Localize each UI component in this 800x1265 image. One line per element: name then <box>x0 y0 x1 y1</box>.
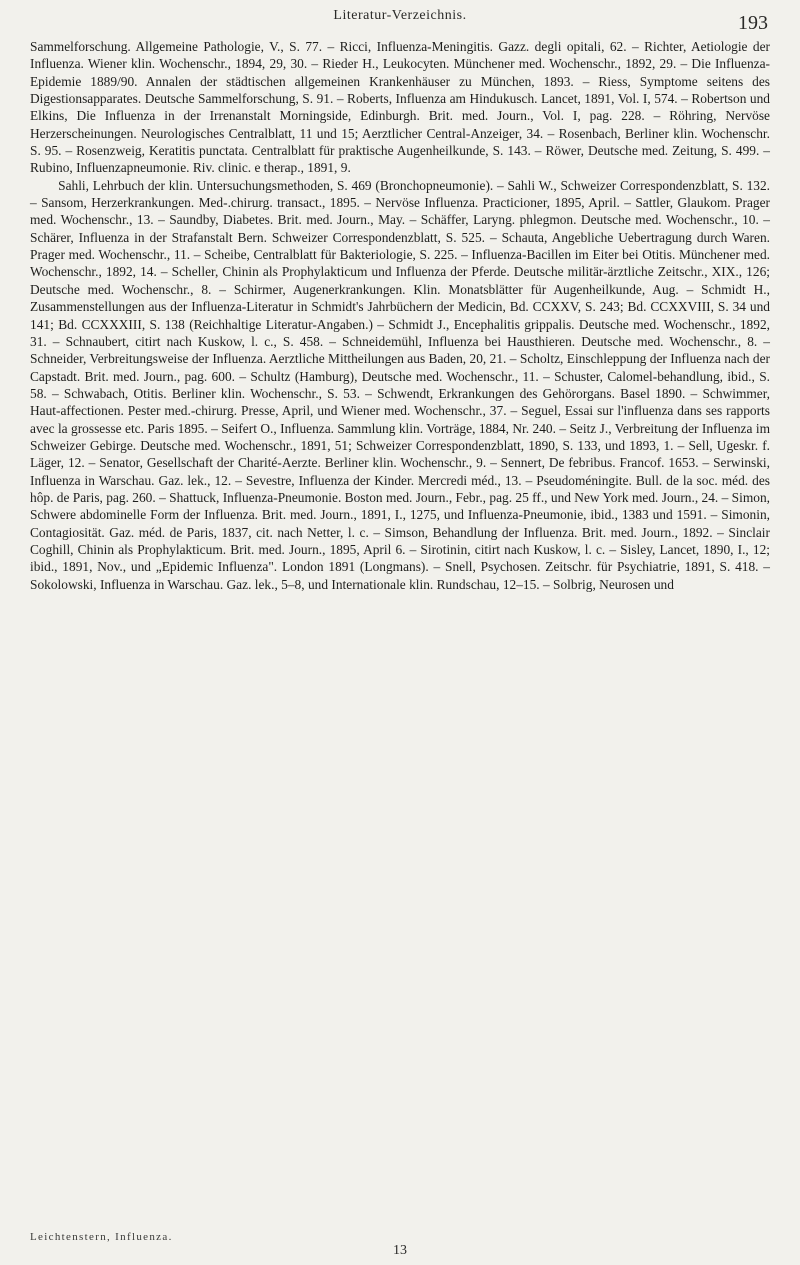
page-number: 193 <box>738 12 768 34</box>
bibliography-paragraph: Sahli, Lehrbuch der klin. Untersuchungsmethoden, S. 469 (Bronchopneumonie). – Sahli W., Schweizer Correspondenzblatt, S. 132. – Sansom, Herzerkrankungen. Med-.chirurg. transact., 1895. – Nervöse Influenza. Practicioner, 1895, April. – Sattler, Glaukom. Prager med. Wochenschr., 13. – Saundby, Diabetes. Brit. med. Journ., May. – Schäffer, Laryng. phlegmon. Deutsche med. Wochenschr., 10. – Schärer, Influenza in der Strafanstalt Bern. Schweizer Correspondenzblatt, S. 525. – Schauta, Angebliche Uebertragung durch Waren. Prager med. Wochenschr., 11. – Scheibe, Centralblatt für Bakteriologie, S. 225. – Influenza-Bacillen im Eiter bei Otitis. Münchener med. Wochenschr., 1892, 14. – Scheller, Chinin als Prophylakticum und Influenza der Pferde. Deutsche militär-ärztliche Zeitschr., XIX., 126; Deutsche med. Wochenschr., 8. – Schirmer, Augenerkrankungen. Klin. Monatsblätter für Augenheilkunde, Aug. – Schmidt H., Zusammenstellungen aus der Influenza-Literatur in Schmidt's Jahrbüchern der Medicin, Bd. CCXXV, S. 243; Bd. CCXXVIII, S. 34 und 141; Bd. CCXXXIII, S. 138 (Reichhaltige Literatur-Angaben.) – Schmidt J., Encephalitis grippalis. Deutsche med. Wochenschr., 1892, 31. – Schnaubert, citirt nach Kuskow, l. c., S. 458. – Schneidemühl, Influenza bei Hausthieren. Deutsche med. Wochenschr., 8. – Schneider, Verbreitungsweise der Influenza. Aerztliche Mittheilungen aus Baden, 20, 21. – Scholtz, Einschleppung der Influenza nach der Capstadt. Brit. med. Journ., pag. 600. – Schultz (Hamburg), Deutsche med. Wochenschr., 11. – Schuster, Calomel-behandlung, ibid., S. 58. – Schwabach, Otitis. Berliner klin. Wochenschr., S. 53. – Schwendt, Erkrankungen des Gehörorgans. Basel 1890. – Schwimmer, Haut-affectionen. Pester med.-chirurg. Presse, April, und Wiener med. Wochenschr., 37. – Seguel, Essai sur l'influenza dans ses rapports avec la grossesse etc. Paris 1895. – Seifert O., Influenza. Sammlung klin. Vorträge, 1884, Nr. 240. – Seitz J., Verbreitung der Influenza im Schweizer Gebirge. Deutsche med. Wochenschr., 1891, 51; Schweizer Correspondenzblatt, 1890, S. 133, und 1893, 1. – Sell, Ugeskr. f. Läger, 12. – Senator, Gesellschaft der Charité-Aerzte. Berliner klin. Wochenschr., 9. – Sennert, De febribus. Francof. 1653. – Serwinski, Influenza in Warschau. Gaz. lek., 12. – Sevestre, Influenza der Kinder. Mercredi méd., 13. – Pseudoméningite. Bull. de la soc. méd. des hôp. de Paris, pag. 260. – Shattuck, Influenza-Pneumonie. Boston med. Journ., Febr., pag. 25 ff., und New York med. Journ., 24. – Simon, Schwere abdominelle Form der Influenza. Brit. med. Journ., 1891, I., 1275, und Influenza-Pneumonie, ibid., 1383 und 1591. – Simonin, Contagiosität. Gaz. méd. de Paris, 1837, cit. nach Netter, l. c. – Simson, Behandlung der Influenza. Brit. med. Journ., 1892. – Sinclair Coghill, Chinin als Prophylakticum. Brit. med. Journ., 1895, April 6. – Sirotinin, citirt nach Kuskow, l. c. – Sisley, Lancet, 1890, I., 12; ibid., 1891, Nov., und „Epidemic Influenza". London 1891 (Longmans). – Snell, Psychosen. Zeitschr. für Psychiatrie, 1891, S. 418. – Sokolowski, Influenza in Warschau. Gaz. lek., 5–8, und Internationale klin. Rundschau, 12–15. – Solbrig, Neurosen und <box>30 177 770 592</box>
bibliography-paragraph: Sammelforschung. Allgemeine Pathologie, V., S. 77. – Ricci, Influenza-Meningitis. Gazz. degli opitali, 62. – Richter, Aetiologie der Influenza. Wiener klin. Wochenschr., 1894, 29, 30. – Rieder H., Leukocyten. Münchener med. Wochenschr., 1892, 29. – Die Influenza-Epidemie 1889/90. Annalen der städtischen allgemeinen Krankenhäuser zu München, 1893. – Riess, Symptome seitens des Digestionsapparates. Deutsche Sammelforschung, S. 91. – Roberts, Influenza am Hindukusch. Lancet, 1891, Vol. I, 574. – Robertson und Elkins, Die Influenza in der Irrenanstalt Morningside, Edinburgh. Brit. med. Journ., Vol. I, pag. 228. – Röhring, Nervöse Herzerscheinungen. Neurologisches Centralblatt, 11 und 15; Aerztlicher Central-Anzeiger, 34. – Rosenbach, Berliner klin. Wochenschr. S. 95. – Rosenzweig, Keratitis punctata. Centralblatt für praktische Augenheilkunde, S. 143. – Röwer, Deutsche med. Zeitung, S. 499. – Rubino, Influenzapneumonie. Riv. clinic. e therap., 1891, 9. <box>30 39 770 176</box>
running-title: Literatur-Verzeichnis. <box>333 8 467 23</box>
footer-running-head: Leichtenstern, Influenza. <box>30 1231 173 1243</box>
signature-mark: 13 <box>393 1243 407 1258</box>
bibliography-text <box>30 38 770 593</box>
